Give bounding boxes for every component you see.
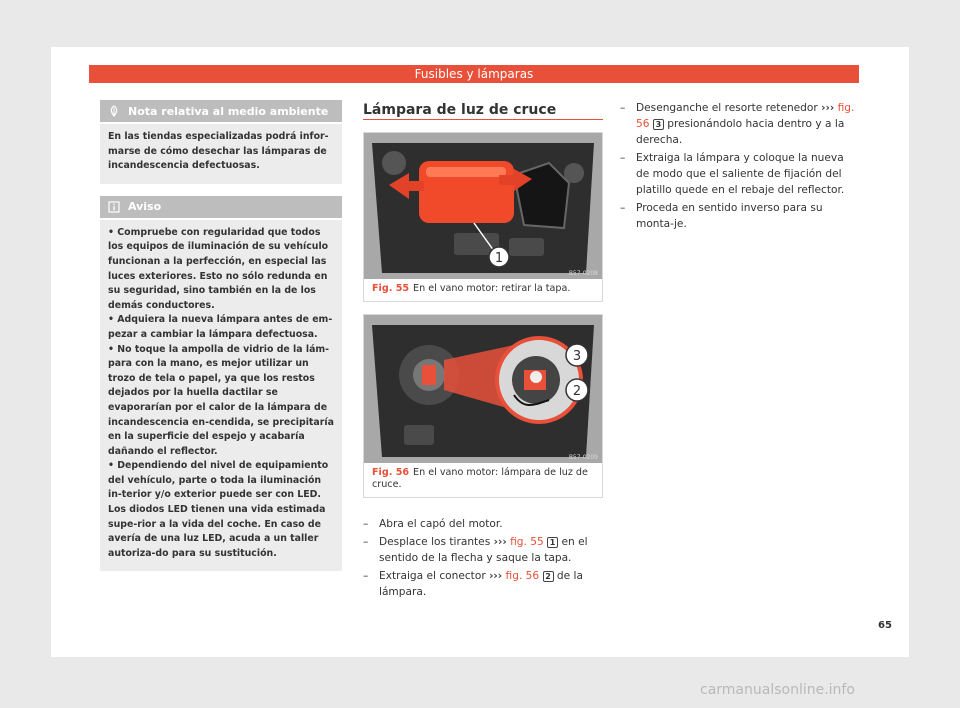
figure-55-caption-text: En el vano motor: retirar la tapa. [413,283,571,294]
reference-arrow: ››› [493,536,507,548]
environment-note-text: En las tiendas especializadas podrá infor-marse de cómo desechar las lámparas de incandescencia defectuosas. [108,131,329,172]
figure-56-photo [364,315,602,463]
figure-55 [363,132,603,302]
headlight-bulb-illustration [364,315,602,463]
figure-56-label: Fig. 56 [372,467,410,478]
notice-bullet: • No toque la ampolla de vidrio de la lám-para con la mano, es mejor utilizar un trozo de tela o papel, ya que los restos dejados por la huella dactilar se evaporarían por el calor de la lámpara de incandescencia en-cendida, se precipitaría en la superficie del espejo y acabaría dañando el reflector. [108,343,334,460]
notice-header [100,196,342,220]
info-icon [108,201,120,213]
headlight-cover-illustration [364,133,602,279]
notice-bullet: • Compruebe con regularidad que todos los equipos de iluminación de su vehículo funcionan a la perfección, en especial las luces exteriores. Esto no sólo redunda en su seguridad, sino también en la de los demás conductores. [108,226,334,314]
figure-55-label: Fig. 55 [372,283,410,294]
figure-55-photo [364,133,602,279]
step-item: – Proceda en sentido inverso para su monta-je. [620,200,860,232]
watermark-text: carmanualsonline.info [700,682,855,698]
figure-56-code: B57-0209 [568,454,598,461]
svg-text:1: 1 [494,251,504,266]
step-item: – Desenganche el resorte retenedor ››› fig. 56 3 presionándolo hacia dentro y a la derecha. [620,100,860,148]
figure-55-caption [364,279,602,301]
figure-link[interactable]: fig. 55 [510,536,544,548]
environment-note-box [100,100,342,184]
leaf-icon [108,105,120,117]
step-item: – Abra el capó del motor. [363,516,603,532]
left-column [100,100,342,583]
notice-bullet: • Dependiendo del nivel de equipamiento del vehículo, parte o toda la iluminación in-terior y/o exterior puede ser con LED. Los diodos LED tienen una vida estimada supe-rior a la vida del coche. En caso de avería de una luz LED, acuda a un taller autoriza-do para su sustitución. [108,459,334,561]
callout-number: 3 [653,119,664,130]
reference-arrow: ››› [489,570,503,582]
chapter-header: Fusibles y lámparas [89,65,859,83]
notice-bullet: • Adquiera la nueva lámpara antes de em-pezar a cambiar la lámpara defectuosa. [108,313,334,342]
callout-number: 2 [543,571,554,582]
step-item: – Extraiga la lámpara y coloque la nueva de modo que el saliente de fijación del platillo quede en el rebaje del reflector. [620,150,860,198]
figure-56-caption-text: En el vano motor: lámpara de luz de cruce. [372,467,588,490]
notice-box [100,196,342,572]
svg-text:2: 2 [572,384,582,399]
steps-middle [363,516,603,600]
section-title: Lámpara de luz de cruce [363,100,603,120]
figure-link[interactable]: fig. 56 [636,102,855,130]
step-item: – Desplace los tirantes ››› fig. 55 1 en el sentido de la flecha y saque la tapa. [363,534,603,566]
notice-title: Aviso [128,200,162,214]
figure-56-caption [364,463,602,497]
reference-arrow: ››› [821,102,835,114]
environment-note-title: Nota relativa al medio ambiente [128,104,329,118]
svg-text:3: 3 [572,349,582,364]
figure-link[interactable]: fig. 56 [505,570,540,582]
figure-56 [363,314,603,498]
right-column [620,100,860,234]
figure-55-code: B57-0208 [568,270,598,277]
callout-number: 1 [547,537,558,548]
middle-column [363,100,603,602]
environment-note-header [100,100,342,124]
step-item: – Extraiga el conector ››› fig. 56 2 de la lámpara. [363,568,603,600]
page-number: 65 [878,620,892,631]
